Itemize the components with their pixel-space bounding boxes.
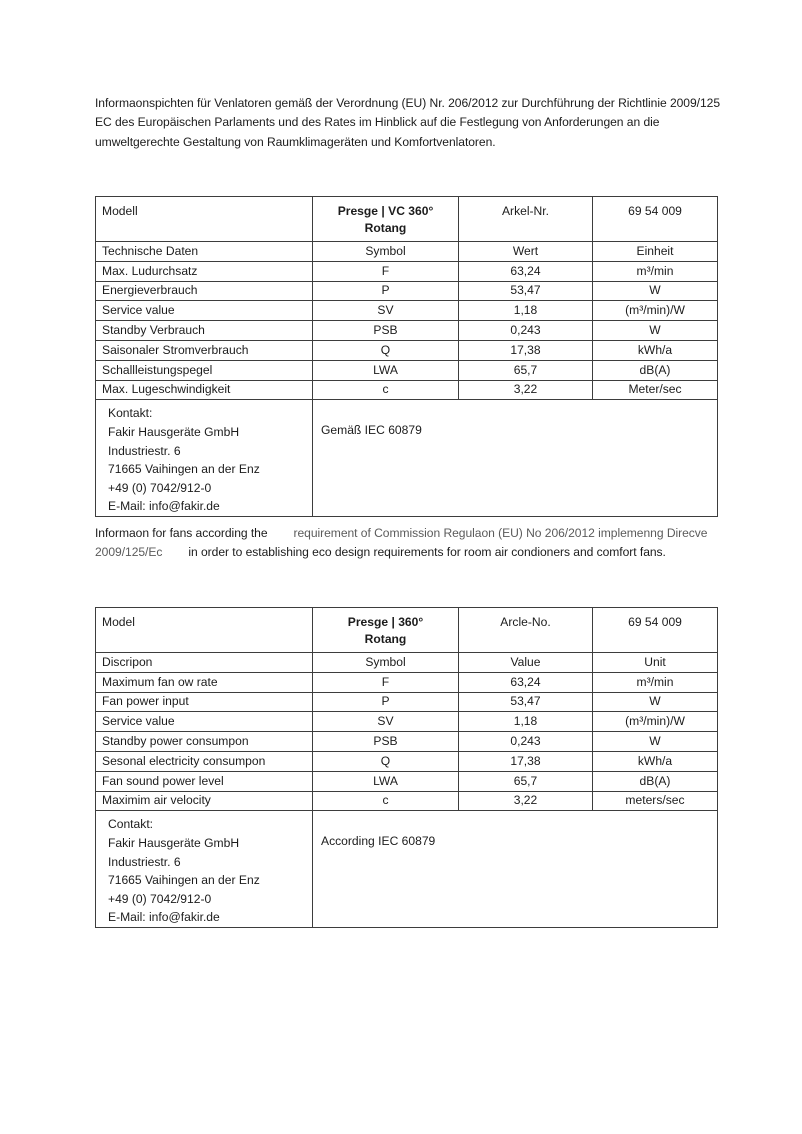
row-unit: Meter/sec [593,380,718,400]
table-row [96,380,718,400]
row-label: Maximum fan ow rate [96,672,313,692]
table-row [96,732,718,752]
header-symbol: Symbol [313,653,459,673]
row-symbol: F [313,672,459,692]
intro-en-segment-3: implemenng Direcve 2009/125/Ec [95,526,708,560]
header-label: Technische Daten [96,242,313,262]
intro-de-line-1: Informaonspichten für Venlatoren gemäß der Verordnung (EU) Nr. 206/2012 zur Durchführung [95,96,595,110]
row-value: 0,243 [459,732,593,752]
contact-line-3: Industriestr. 6 [108,443,181,458]
contact-cell [96,811,313,928]
row-unit: kWh/a [593,751,718,771]
contact-line-3: Industriestr. 6 [108,854,181,869]
model-label: Model [96,608,313,653]
row-symbol: P [313,692,459,712]
intro-de-line-2: der Richtlinie 2009/125 EC des Europäischen Parlaments und des Rates im Hinblick auf die Festlegung [95,96,720,130]
specification-table-english [95,607,718,928]
row-label: Schallleistungspegel [96,360,313,380]
row-symbol: Q [313,751,459,771]
contact-phone: +49 (0) 7042/912-0 [108,891,212,906]
row-symbol: LWA [313,771,459,791]
row-value: 53,47 [459,692,593,712]
row-value: 3,22 [459,380,593,400]
article-number: 69 54 009 [593,608,718,653]
row-symbol: P [313,281,459,301]
row-unit: (m³/min)/W [593,712,718,732]
contact-email: E-Mail: info@fakir.de [108,910,220,925]
contact-line-4: 71665 Vaihingen an der Enz [108,873,260,888]
row-symbol: F [313,261,459,281]
table-row-contact [96,811,718,928]
contact-cell [96,400,313,517]
contact-line-1: Contakt: [108,817,154,832]
row-label: Service value [96,301,313,321]
row-symbol: PSB [313,321,459,341]
table-row [96,751,718,771]
table-row [96,712,718,732]
intro-en-segment-4: in order to establishing eco design requirements for room [188,545,492,560]
intro-en-segment-5: air condioners and comfort fans. [494,545,666,560]
model-name-cell [313,197,459,242]
row-label: Max. Lugeschwindigkeit [96,380,313,400]
table-row-header [96,653,718,673]
standard-note: According IEC 60879 [321,834,436,849]
row-label: Standby power consumpon [96,732,313,752]
contact-email: E-Mail: info@fakir.de [108,499,220,514]
article-label: Arkel-Nr. [459,197,593,242]
contact-line-1: Kontakt: [108,406,153,421]
model-name-line-2: Rotang [364,220,407,235]
model-name-line-1: Presge | 360° [347,615,424,629]
row-value: 65,7 [459,771,593,791]
table-row [96,321,718,341]
intro-paragraph-english [95,524,720,563]
row-unit: dB(A) [593,771,718,791]
row-unit: W [593,281,718,301]
row-label: Saisonaler Stromverbrauch [96,340,313,360]
row-unit: W [593,692,718,712]
row-value: 17,38 [459,340,593,360]
contact-line-4: 71665 Vaihingen an der Enz [108,462,260,477]
row-label: Fan sound power level [96,771,313,791]
model-name-line-1: Presge | VC 360° [337,204,434,218]
header-value: Wert [459,242,593,262]
header-symbol: Symbol [313,242,459,262]
row-value: 65,7 [459,360,593,380]
row-label: Standby Verbrauch [96,321,313,341]
table-row [96,791,718,811]
table-row-contact [96,400,718,517]
row-label: Energieverbrauch [96,281,313,301]
row-unit: kWh/a [593,340,718,360]
intro-de-line-3: von Anforderungen an die umweltgerechte Gestaltung von Raumklimageräten und [95,115,660,149]
contact-address [102,815,312,927]
table-row [96,301,718,321]
contact-address [102,404,312,516]
row-unit: W [593,732,718,752]
header-unit: Unit [593,653,718,673]
row-symbol: c [313,791,459,811]
row-symbol: SV [313,712,459,732]
row-unit: dB(A) [593,360,718,380]
row-value: 3,22 [459,791,593,811]
header-label: Discripon [96,653,313,673]
table-row [96,672,718,692]
row-value: 53,47 [459,281,593,301]
row-symbol: SV [313,301,459,321]
table-row [96,692,718,712]
intro-de-line-4: Komfortvenlatoren. [394,134,496,149]
row-symbol: Q [313,340,459,360]
row-value: 1,18 [459,712,593,732]
contact-phone: +49 (0) 7042/912-0 [108,480,212,495]
model-label: Modell [96,197,313,242]
row-unit: W [593,321,718,341]
row-symbol: PSB [313,732,459,752]
row-label: Service value [96,712,313,732]
table-row-model [96,197,718,242]
row-value: 17,38 [459,751,593,771]
table-row [96,340,718,360]
row-value: 63,24 [459,672,593,692]
row-unit: m³/min [593,672,718,692]
specification-table-german [95,196,718,517]
row-unit: meters/sec [593,791,718,811]
intro-en-segment-2: requirement of Commission Regulaon (EU) No 206/2012 [293,526,595,540]
header-unit: Einheit [593,242,718,262]
row-unit: m³/min [593,261,718,281]
contact-line-2: Fakir Hausgeräte GmbH [108,424,240,439]
intro-en-segment-1: Informaon for fans according the [95,526,268,540]
row-label: Maximim air velocity [96,791,313,811]
row-label: Max. Ludurchsatz [96,261,313,281]
row-value: 1,18 [459,301,593,321]
row-label: Sesonal electricity consumpon [96,751,313,771]
table-row [96,261,718,281]
standard-note: Gemäß IEC 60879 [321,423,422,438]
table-row-model [96,608,718,653]
header-value: Value [459,653,593,673]
row-value: 63,24 [459,261,593,281]
article-label: Arcle-No. [459,608,593,653]
model-name-line-2: Rotang [364,631,407,646]
contact-line-2: Fakir Hausgeräte GmbH [108,835,240,850]
standard-note-cell [313,811,718,928]
table-row [96,360,718,380]
intro-paragraph-german [95,94,720,152]
table-row [96,281,718,301]
table-row-header [96,242,718,262]
standard-note-cell [313,400,718,517]
row-symbol: c [313,380,459,400]
row-value: 0,243 [459,321,593,341]
row-unit: (m³/min)/W [593,301,718,321]
row-symbol: LWA [313,360,459,380]
model-name-cell [313,608,459,653]
row-label: Fan power input [96,692,313,712]
table-row [96,771,718,791]
article-number: 69 54 009 [593,197,718,242]
